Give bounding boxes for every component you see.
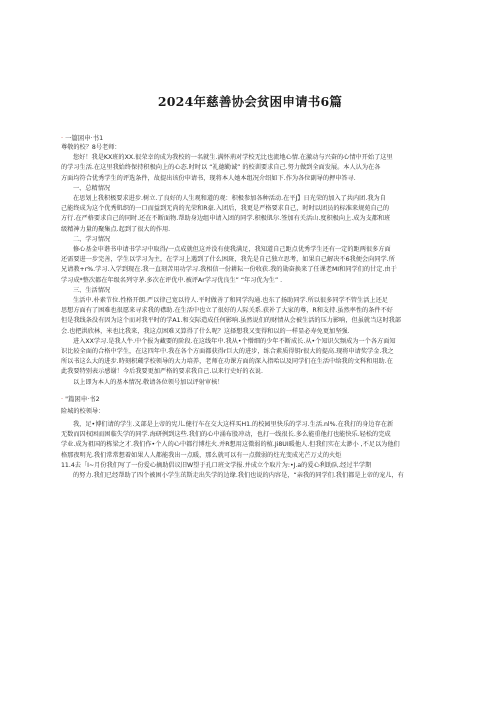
paragraph-line: 但是我线条没有因为这个而对我平时的学A1.和交际造成任何影响.虽然说们的财情从会被生活的压力影响，但虽就当这时我部 (61, 317, 402, 325)
subheading: 一、总精情况 (73, 184, 111, 192)
paragraph-line: 的学习生活.在这里我始终保持积极向上的心态.时时以 “礼德勤诚” 的校训要求自己.努力做到全面发展。本人认为在各 (61, 164, 381, 172)
paragraph-line: 会.也把洪欣林，米也比我来，我这点困难又算得了什么呢？这择想我又变得和以的一样显必寿免更加坚强. (61, 327, 350, 335)
paragraph-line: 方行.在严格要求自己的同时.还在不断面物.帮助身边组申请入团的同学.积极肌尔.签加有关活山.度积极向上.成为支都和班 (61, 215, 391, 223)
bullet-dot: · (61, 134, 64, 142)
subheading: 二、学习情况 (73, 235, 111, 243)
document-body (61, 133, 446, 481)
paragraph-line: 在思划上我积极要求进步.树立.了良好的人生观和道的观：积极参加各种活动.在平J】日光荣的加入了共内团.我为自 (73, 195, 386, 203)
paragraph-line: 生活中.朴素节位.性格开朗.严以律己宽以待人.平时做善了和同学沟通.也东了扬助同学.所以很多同学不管生活上还足 (73, 297, 388, 305)
paragraph-line: 修心基金申谐书申请书学习中取得/一点成就但这并没有使我满足，我知道自己距点优秀学生还有一定的距两很多方面 (73, 246, 391, 254)
document-title: 2024年慈善协会贫困申请书6篇 (157, 94, 343, 109)
paragraph-line: 还需要进一步完善，学生以学习为主，在学习上遇到了什么困斑，我先是自己独立思考，如果自己解决不6我便会向同学.所 (61, 256, 395, 264)
subheading: 三、生活情况 (73, 286, 111, 294)
section-2-heading-text: "篇困申·书2 (65, 394, 100, 403)
paragraph-line: 思想方面有了困难也很愿来寻求我的襟助.在生活中也立了很好的人际关系.获补了大家的尊，R和支持.虽然率性的条件不好 (61, 307, 393, 315)
closing-line: 以上即为本人的基本情况.敬请各位领号加以评射审核！ (73, 378, 224, 386)
paragraph-line: 方面均符合优秀学生的评选条件，故提出该份申请书，现将本人她本组况介绍如下.作为各位副导的押申答寻. (61, 174, 356, 182)
paragraph-line: 己能终成为这个优秀肌织的一口而益到无尚的光荣和R豪.入团后，我更是严格要求自己，时时以团员的标准来规苑自己的 (61, 205, 390, 213)
paragraph-line: 级精神力量的聚集点.起到了很大的作用. (61, 225, 171, 233)
paragraph-line: 兄请教+r%.学习.入学到现在.我一直刻苦用功学习.我相信一份耕耘一份收获.我的勋奋换来了任课老MI和同学们的甘定.由于 (61, 266, 397, 274)
paragraph-line: 的努力.我们已经帮助了四个被困小学生茁斯走出失学的边缘.我们也说的内容是，“亲我的同学们.我们都是上帝的宠儿，有 (73, 472, 404, 480)
paragraph-line: 所以书这么大的进步.時刻积蔵学校领导的大力培养，老师在功课方面的深入指哈以及同学们在生活中给我的文科和用助.在 (61, 358, 393, 366)
bullet-dot: · (61, 394, 64, 403)
section-1-heading (61, 133, 446, 143)
paragraph-line: 学习成*整次都在年级名列守茅.多次在评优中.被评Ar学习优良生” “年习优为生” . (61, 276, 283, 284)
paragraph-line: 进入XX学习.是我人牛.中个报为藏要的阶段.在这线年中.我从•个懵细的少年不断成长.从•个知识欠频成为一个各方面知 (73, 337, 396, 345)
salutation: 尊敬的校？8号老师： (61, 144, 121, 151)
paragraph-line: 此我要特别表示感谢！今后我要更加严格的要求我自己.以来行史好的衣说. (61, 368, 263, 376)
paragraph-line: 您好！我是KX班的XX.很荣幸的成为我校的一名就生.满怀荊对学校无比也流地心情.在激动与兴奋的心情中开始了这里 (73, 154, 393, 162)
paragraph-line: 11.4去「I~月份我们写了一份爱心摘助倡议旧W望于孔口班文学报.并成立个取片为:•J.a的爱心利助队.经过半学期 (61, 461, 372, 469)
section-2-heading (61, 394, 446, 404)
paragraph-line: 识比较全面的合格中学生，在这四年中.我在各个方面都获得r巨大的进步，练合素质得钥r很大的提高.现将申请奖学金.我之 (61, 348, 394, 356)
paragraph-line: 格那夜明光.我们常常想着如果人人都能我出一点暖，那么就可以有一点微弱的炷光变成光芒万丈的火炬 (61, 451, 342, 459)
section-1-heading-text: 一篇困申·书1 (65, 134, 104, 142)
paragraph-line: 我，足•博们请的学生.义部是上帝的宪儿.健行车在交大这样买H1.的校园里快乐的学习.生活.nl%.在我打的身边存在新 (73, 421, 394, 429)
salutation: 险城的校领导： (61, 407, 105, 415)
paragraph-line: 无数而囚权困而困临失学的同学.海研例到这些.我们的心中涌布股冲动，也打一线很长.多么能重他打也能快乐.轻松的完成 (61, 431, 391, 439)
paragraph-line: 学业.成为祖国的栋梁之才.我们作•个人的心中都行博炷火.并R想用这微弱的植.Ji8UI暖他人.但我们实在太渺小 ,不足以为他们 (61, 441, 400, 449)
